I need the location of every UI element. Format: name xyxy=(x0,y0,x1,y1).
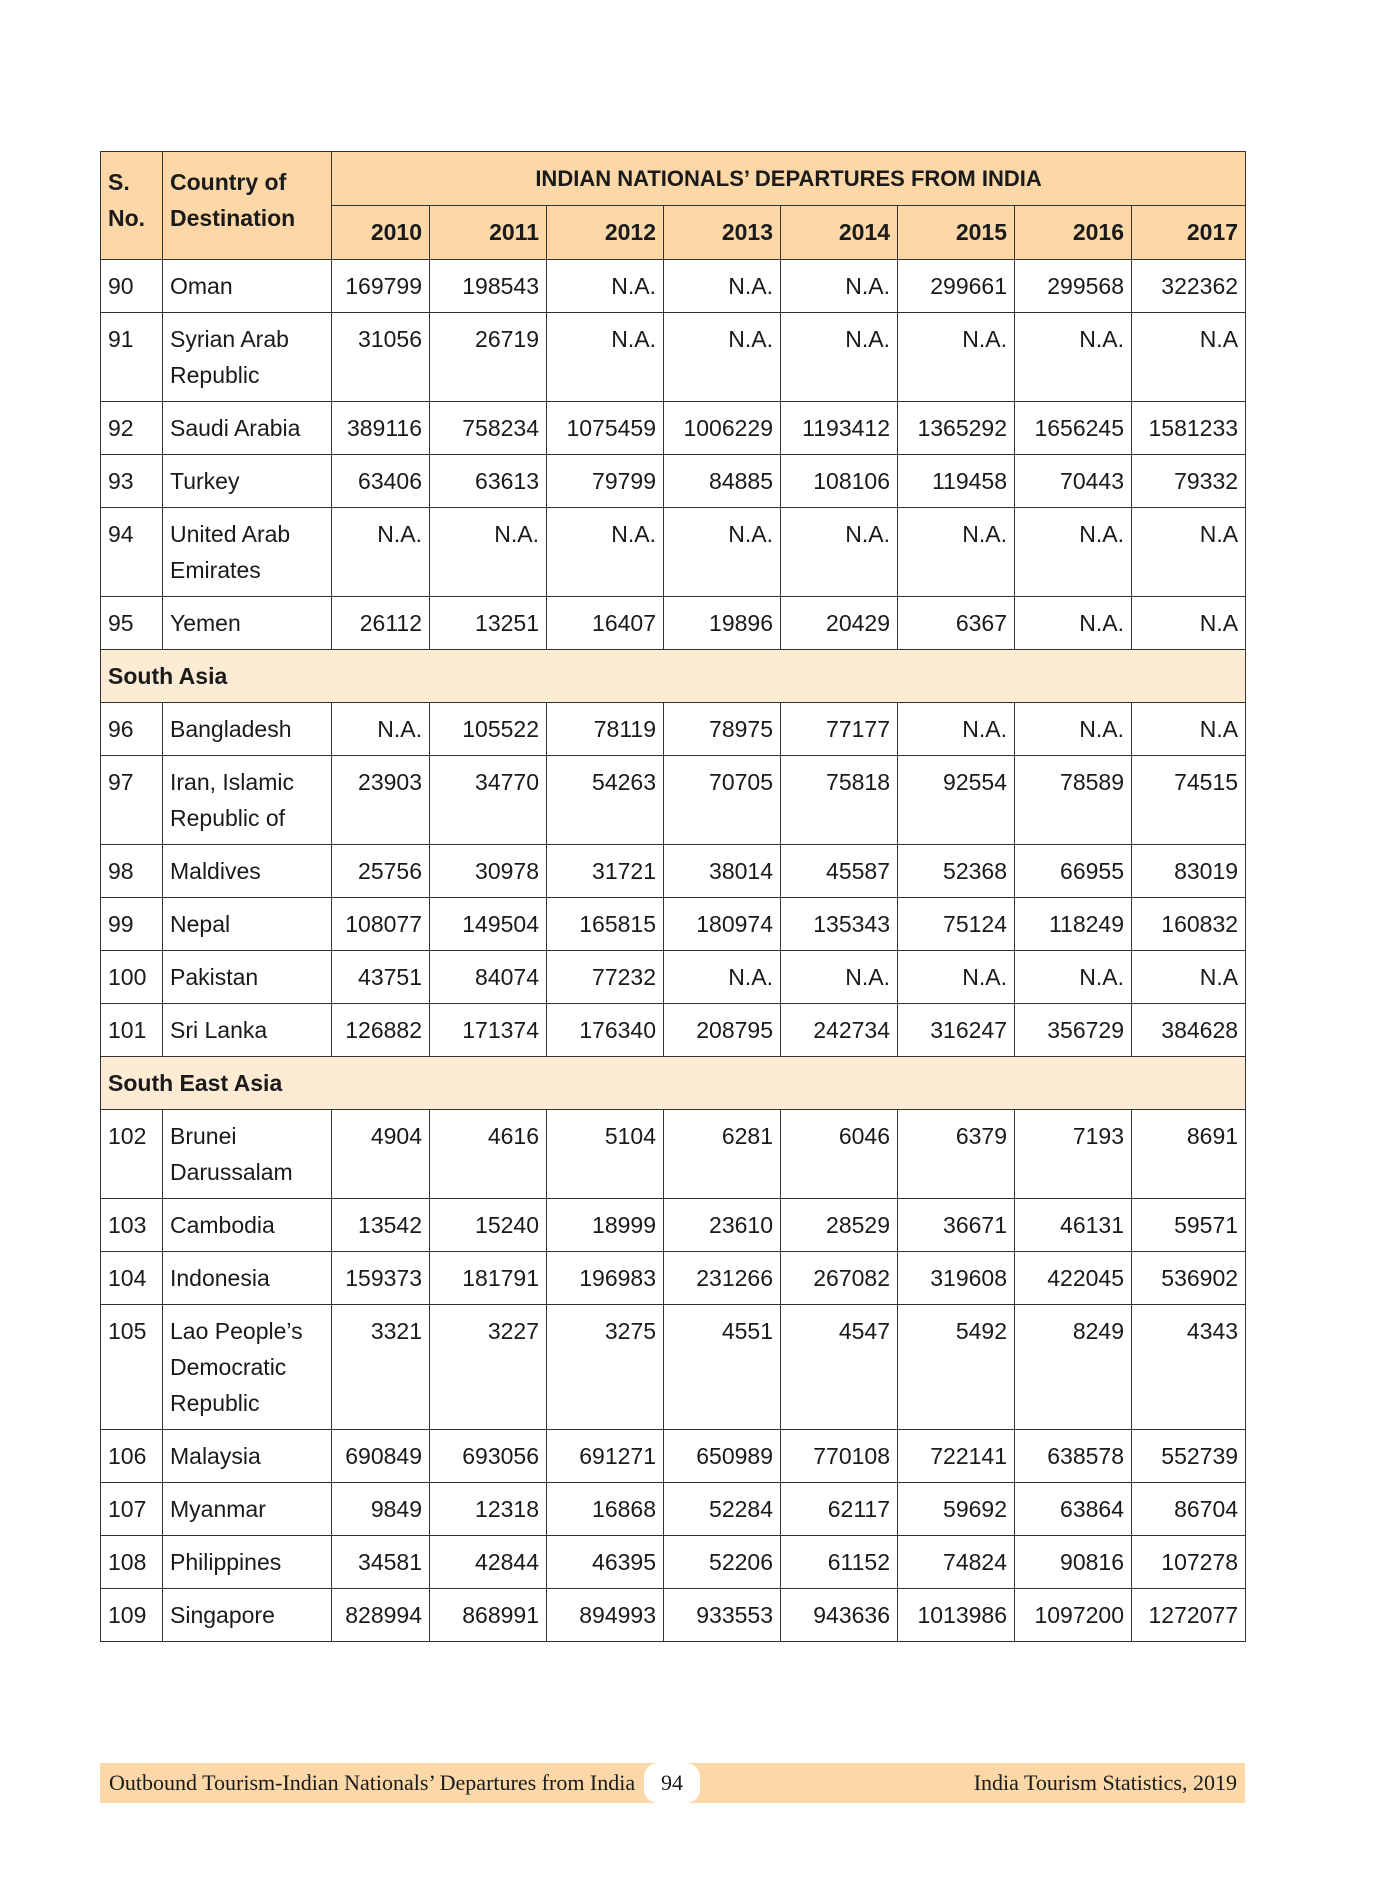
cell-value: 267082 xyxy=(781,1252,898,1305)
cell-sno: 109 xyxy=(101,1589,163,1642)
cell-country: Turkey xyxy=(163,455,332,508)
page-number: 94 xyxy=(644,1763,700,1803)
table-row xyxy=(101,1305,1246,1430)
cell-value: 1097200 xyxy=(1015,1589,1132,1642)
cell-value: 92554 xyxy=(898,756,1015,845)
cell-value: 758234 xyxy=(430,402,547,455)
cell-value: 77232 xyxy=(547,951,664,1004)
cell-value: 299661 xyxy=(898,260,1015,313)
cell-country: Yemen xyxy=(163,597,332,650)
cell-value: N.A. xyxy=(898,951,1015,1004)
cell-value: 59571 xyxy=(1132,1199,1246,1252)
header-year: 2014 xyxy=(781,206,898,260)
cell-country: Oman xyxy=(163,260,332,313)
table-row xyxy=(101,1199,1246,1252)
cell-value: 5104 xyxy=(547,1110,664,1199)
cell-value: 83019 xyxy=(1132,845,1246,898)
cell-value: 52368 xyxy=(898,845,1015,898)
cell-value: 12318 xyxy=(430,1483,547,1536)
cell-value: 34770 xyxy=(430,756,547,845)
cell-value: 70443 xyxy=(1015,455,1132,508)
header-year: 2011 xyxy=(430,206,547,260)
cell-value: N.A. xyxy=(898,313,1015,402)
cell-value: 552739 xyxy=(1132,1430,1246,1483)
table-body xyxy=(101,260,1246,1642)
cell-value: 84885 xyxy=(664,455,781,508)
table-row xyxy=(101,845,1246,898)
cell-value: 31721 xyxy=(547,845,664,898)
cell-sno: 101 xyxy=(101,1004,163,1057)
cell-value: 31056 xyxy=(332,313,430,402)
cell-value: 4616 xyxy=(430,1110,547,1199)
cell-value: 45587 xyxy=(781,845,898,898)
cell-sno: 91 xyxy=(101,313,163,402)
cell-value: 108106 xyxy=(781,455,898,508)
cell-value: 4551 xyxy=(664,1305,781,1430)
header-title: INDIAN NATIONALS’ DEPARTURES FROM INDIA xyxy=(332,152,1246,206)
cell-country: Pakistan xyxy=(163,951,332,1004)
cell-value: 62117 xyxy=(781,1483,898,1536)
cell-value: N.A xyxy=(1132,597,1246,650)
cell-value: 6379 xyxy=(898,1110,1015,1199)
region-row xyxy=(101,1057,1246,1110)
cell-value: 165815 xyxy=(547,898,664,951)
cell-value: 299568 xyxy=(1015,260,1132,313)
cell-value: 693056 xyxy=(430,1430,547,1483)
cell-country: Syrian Arab Republic xyxy=(163,313,332,402)
table-header xyxy=(101,152,1246,260)
cell-value: 1656245 xyxy=(1015,402,1132,455)
cell-country: Philippines xyxy=(163,1536,332,1589)
table-row xyxy=(101,898,1246,951)
table-row xyxy=(101,402,1246,455)
cell-value: 722141 xyxy=(898,1430,1015,1483)
header-sno: S. No. xyxy=(101,152,163,260)
cell-value: 36671 xyxy=(898,1199,1015,1252)
cell-value: 196983 xyxy=(547,1252,664,1305)
cell-value: 54263 xyxy=(547,756,664,845)
cell-value: 8691 xyxy=(1132,1110,1246,1199)
region-row xyxy=(101,650,1246,703)
cell-value: 61152 xyxy=(781,1536,898,1589)
cell-value: 3321 xyxy=(332,1305,430,1430)
table-row xyxy=(101,1536,1246,1589)
cell-value: 231266 xyxy=(664,1252,781,1305)
header-year: 2012 xyxy=(547,206,664,260)
cell-value: 4547 xyxy=(781,1305,898,1430)
cell-country: Bangladesh xyxy=(163,703,332,756)
cell-value: 316247 xyxy=(898,1004,1015,1057)
cell-value: N.A. xyxy=(1015,313,1132,402)
cell-value: 4343 xyxy=(1132,1305,1246,1430)
cell-country: Brunei Darussalam xyxy=(163,1110,332,1199)
cell-value: 15240 xyxy=(430,1199,547,1252)
table-row xyxy=(101,1483,1246,1536)
header-year: 2013 xyxy=(664,206,781,260)
header-year: 2017 xyxy=(1132,206,1246,260)
cell-value: 1365292 xyxy=(898,402,1015,455)
cell-sno: 106 xyxy=(101,1430,163,1483)
table-row xyxy=(101,1430,1246,1483)
cell-value: 78119 xyxy=(547,703,664,756)
cell-value: N.A. xyxy=(332,508,430,597)
cell-value: 6367 xyxy=(898,597,1015,650)
table-row xyxy=(101,313,1246,402)
cell-country: Cambodia xyxy=(163,1199,332,1252)
table-row xyxy=(101,260,1246,313)
cell-value: 63613 xyxy=(430,455,547,508)
cell-value: 1272077 xyxy=(1132,1589,1246,1642)
cell-value: 13251 xyxy=(430,597,547,650)
cell-value: 86704 xyxy=(1132,1483,1246,1536)
cell-value: N.A. xyxy=(664,260,781,313)
cell-value: 933553 xyxy=(664,1589,781,1642)
header-year: 2016 xyxy=(1015,206,1132,260)
cell-sno: 107 xyxy=(101,1483,163,1536)
cell-value: 3227 xyxy=(430,1305,547,1430)
cell-value: 66955 xyxy=(1015,845,1132,898)
cell-value: 770108 xyxy=(781,1430,898,1483)
cell-value: 23903 xyxy=(332,756,430,845)
cell-value: 107278 xyxy=(1132,1536,1246,1589)
cell-country: Maldives xyxy=(163,845,332,898)
cell-value: 84074 xyxy=(430,951,547,1004)
cell-value: 650989 xyxy=(664,1430,781,1483)
page-footer xyxy=(100,1763,1245,1803)
cell-value: N.A. xyxy=(664,313,781,402)
cell-value: N.A. xyxy=(332,703,430,756)
cell-value: 181791 xyxy=(430,1252,547,1305)
footer-publication-title: India Tourism Statistics, 2019 xyxy=(973,1770,1237,1795)
cell-value: 160832 xyxy=(1132,898,1246,951)
cell-value: 118249 xyxy=(1015,898,1132,951)
cell-value: 63864 xyxy=(1015,1483,1132,1536)
cell-value: 18999 xyxy=(547,1199,664,1252)
cell-value: 77177 xyxy=(781,703,898,756)
cell-value: 149504 xyxy=(430,898,547,951)
cell-sno: 99 xyxy=(101,898,163,951)
table-row xyxy=(101,1110,1246,1199)
cell-value: 894993 xyxy=(547,1589,664,1642)
cell-value: 28529 xyxy=(781,1199,898,1252)
cell-sno: 96 xyxy=(101,703,163,756)
cell-sno: 97 xyxy=(101,756,163,845)
departures-table-container xyxy=(100,151,1245,1642)
cell-sno: 90 xyxy=(101,260,163,313)
cell-value: 1006229 xyxy=(664,402,781,455)
cell-value: N.A. xyxy=(430,508,547,597)
cell-value: 7193 xyxy=(1015,1110,1132,1199)
cell-value: 70705 xyxy=(664,756,781,845)
cell-value: 159373 xyxy=(332,1252,430,1305)
table-row xyxy=(101,597,1246,650)
header-year: 2010 xyxy=(332,206,430,260)
cell-country: Sri Lanka xyxy=(163,1004,332,1057)
table-row xyxy=(101,508,1246,597)
cell-value: 208795 xyxy=(664,1004,781,1057)
cell-value: 943636 xyxy=(781,1589,898,1642)
table-row xyxy=(101,703,1246,756)
cell-sno: 94 xyxy=(101,508,163,597)
cell-value: 828994 xyxy=(332,1589,430,1642)
cell-value: N.A. xyxy=(781,508,898,597)
cell-value: 75124 xyxy=(898,898,1015,951)
cell-value: N.A. xyxy=(664,951,781,1004)
cell-country: Lao People’s Democratic Republic xyxy=(163,1305,332,1430)
cell-value: 690849 xyxy=(332,1430,430,1483)
cell-value: 75818 xyxy=(781,756,898,845)
cell-value: N.A. xyxy=(781,313,898,402)
cell-value: N.A. xyxy=(898,703,1015,756)
cell-value: 135343 xyxy=(781,898,898,951)
region-label: South East Asia xyxy=(101,1057,1246,1110)
cell-value: 25756 xyxy=(332,845,430,898)
cell-value: N.A. xyxy=(781,951,898,1004)
cell-country: Iran, Islamic Republic of xyxy=(163,756,332,845)
cell-country: Malaysia xyxy=(163,1430,332,1483)
table-row xyxy=(101,1589,1246,1642)
cell-value: 536902 xyxy=(1132,1252,1246,1305)
cell-value: 691271 xyxy=(547,1430,664,1483)
cell-value: 43751 xyxy=(332,951,430,1004)
cell-value: N.A xyxy=(1132,951,1246,1004)
cell-country: Indonesia xyxy=(163,1252,332,1305)
cell-value: 1193412 xyxy=(781,402,898,455)
cell-country: United Arab Emirates xyxy=(163,508,332,597)
cell-country: Myanmar xyxy=(163,1483,332,1536)
cell-value: 638578 xyxy=(1015,1430,1132,1483)
cell-value: 74515 xyxy=(1132,756,1246,845)
cell-value: 90816 xyxy=(1015,1536,1132,1589)
cell-value: 119458 xyxy=(898,455,1015,508)
cell-value: 389116 xyxy=(332,402,430,455)
cell-value: 319608 xyxy=(898,1252,1015,1305)
table-row xyxy=(101,1252,1246,1305)
cell-value: N.A. xyxy=(781,260,898,313)
cell-value: 1013986 xyxy=(898,1589,1015,1642)
cell-value: 34581 xyxy=(332,1536,430,1589)
cell-value: 5492 xyxy=(898,1305,1015,1430)
cell-value: 26112 xyxy=(332,597,430,650)
cell-value: N.A. xyxy=(1015,703,1132,756)
cell-sno: 103 xyxy=(101,1199,163,1252)
cell-sno: 100 xyxy=(101,951,163,1004)
cell-value: 9849 xyxy=(332,1483,430,1536)
cell-sno: 108 xyxy=(101,1536,163,1589)
cell-value: 78975 xyxy=(664,703,781,756)
cell-value: 63406 xyxy=(332,455,430,508)
cell-sno: 104 xyxy=(101,1252,163,1305)
cell-value: 78589 xyxy=(1015,756,1132,845)
cell-value: 46131 xyxy=(1015,1199,1132,1252)
cell-sno: 93 xyxy=(101,455,163,508)
cell-value: 79332 xyxy=(1132,455,1246,508)
cell-value: N.A. xyxy=(1015,951,1132,1004)
cell-value: 46395 xyxy=(547,1536,664,1589)
cell-value: N.A. xyxy=(547,508,664,597)
cell-country: Nepal xyxy=(163,898,332,951)
cell-value: N.A. xyxy=(664,508,781,597)
cell-value: N.A. xyxy=(547,313,664,402)
cell-value: 52206 xyxy=(664,1536,781,1589)
cell-value: 6046 xyxy=(781,1110,898,1199)
cell-value: 30978 xyxy=(430,845,547,898)
cell-value: 171374 xyxy=(430,1004,547,1057)
cell-value: 198543 xyxy=(430,260,547,313)
cell-sno: 105 xyxy=(101,1305,163,1430)
cell-country: Saudi Arabia xyxy=(163,402,332,455)
cell-value: 19896 xyxy=(664,597,781,650)
cell-value: 74824 xyxy=(898,1536,1015,1589)
departures-table xyxy=(100,151,1246,1642)
cell-value: N.A. xyxy=(1015,597,1132,650)
cell-value: 16407 xyxy=(547,597,664,650)
region-label: South Asia xyxy=(101,650,1246,703)
table-row xyxy=(101,455,1246,508)
cell-value: 868991 xyxy=(430,1589,547,1642)
footer-section-title: Outbound Tourism-Indian Nationals’ Departures from India xyxy=(109,1770,636,1795)
cell-value: 105522 xyxy=(430,703,547,756)
table-row xyxy=(101,1004,1246,1057)
cell-value: 79799 xyxy=(547,455,664,508)
cell-value: N.A. xyxy=(547,260,664,313)
cell-value: 108077 xyxy=(332,898,430,951)
cell-value: 38014 xyxy=(664,845,781,898)
cell-value: 242734 xyxy=(781,1004,898,1057)
cell-value: 176340 xyxy=(547,1004,664,1057)
cell-value: 356729 xyxy=(1015,1004,1132,1057)
cell-value: 1581233 xyxy=(1132,402,1246,455)
cell-value: 126882 xyxy=(332,1004,430,1057)
cell-value: 59692 xyxy=(898,1483,1015,1536)
table-row xyxy=(101,756,1246,845)
cell-value: 3275 xyxy=(547,1305,664,1430)
cell-value: 384628 xyxy=(1132,1004,1246,1057)
cell-value: 23610 xyxy=(664,1199,781,1252)
cell-value: 4904 xyxy=(332,1110,430,1199)
cell-value: 42844 xyxy=(430,1536,547,1589)
cell-value: 8249 xyxy=(1015,1305,1132,1430)
cell-value: 322362 xyxy=(1132,260,1246,313)
cell-value: 180974 xyxy=(664,898,781,951)
cell-value: N.A xyxy=(1132,508,1246,597)
cell-sno: 92 xyxy=(101,402,163,455)
header-country: Country of Destination xyxy=(163,152,332,260)
header-year: 2015 xyxy=(898,206,1015,260)
cell-value: N.A. xyxy=(898,508,1015,597)
cell-value: N.A xyxy=(1132,313,1246,402)
cell-sno: 102 xyxy=(101,1110,163,1199)
cell-value: 169799 xyxy=(332,260,430,313)
cell-value: 16868 xyxy=(547,1483,664,1536)
cell-country: Singapore xyxy=(163,1589,332,1642)
cell-value: 1075459 xyxy=(547,402,664,455)
cell-value: 422045 xyxy=(1015,1252,1132,1305)
cell-value: N.A. xyxy=(1015,508,1132,597)
cell-sno: 95 xyxy=(101,597,163,650)
cell-value: 52284 xyxy=(664,1483,781,1536)
cell-value: 20429 xyxy=(781,597,898,650)
cell-value: 26719 xyxy=(430,313,547,402)
cell-value: 6281 xyxy=(664,1110,781,1199)
cell-value: N.A xyxy=(1132,703,1246,756)
table-row xyxy=(101,951,1246,1004)
cell-sno: 98 xyxy=(101,845,163,898)
cell-value: 13542 xyxy=(332,1199,430,1252)
